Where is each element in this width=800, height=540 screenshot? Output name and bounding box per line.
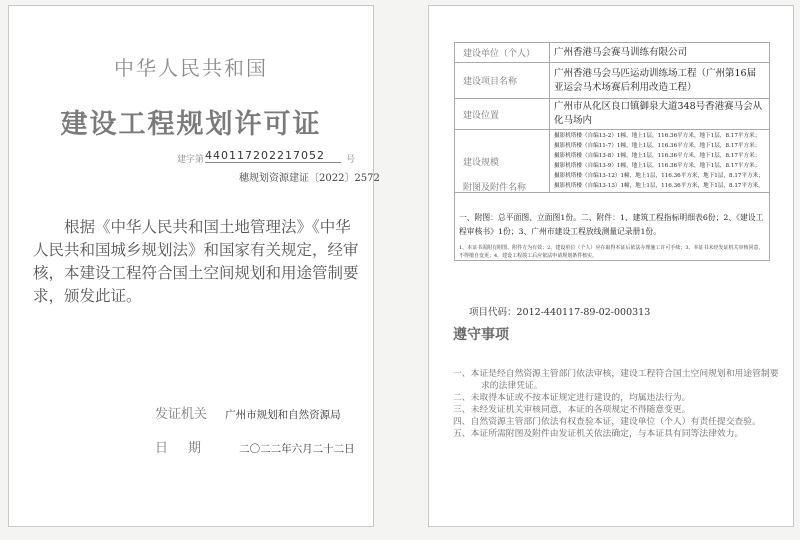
row-value: 广州香港马会赛马训练有限公司 (550, 43, 770, 63)
date-row (155, 437, 355, 456)
row-value: 广州市从化区良口镇御泉大道348号香港赛马会从化马场内 (550, 99, 770, 130)
country-name: 中华人民共和国 (114, 56, 268, 80)
date-label: 日期 (155, 441, 222, 456)
row-label: 建设规模 (455, 130, 550, 193)
attachments-note: 1、本证书需附有附图、附件方为有效；2、建设单位（个人）应在取得本证后依法办理施工许可手续；3、本证书未经发证机关审核同意，不得擅自变更；4、建设工程竣工后应依法申请规划条件核实。 (459, 245, 764, 259)
row-label: 建设位置 (455, 99, 550, 130)
issuer-row (155, 403, 341, 422)
list-item: 四、自然资源主管部门依法有权查验本证，建设单位（个人）有责任提交查验。 (453, 417, 761, 427)
list-item: 五、本证所需附图及附件由发证机关依法确定，与本证具有同等法律效力。 (453, 429, 744, 439)
attachments-content: 一、附图：总平面图、立面图1份。二、附件：1、建筑工程指标明细表6份；2、《建设工程审核书》1份；3、广州市建设工程放线测量记录册1份。 (459, 213, 764, 236)
list-item: 一、本证是经自然资源主管部门依法审核，建设工程符合国土空间规划和用途管制要求的法律凭证。 (453, 369, 779, 391)
project-code-row (469, 304, 650, 318)
row-value: 摄影机塔楼（自编13-2）1幢，地上1层，116.36平方米，地下1层，8.17平方米；摄影机塔楼（自编11-7）1幢，地上1层，116.36平方米，地下1层，8.17平方米；摄影机塔楼（自编13-8）1幢，地上1层，116.36平方米，地下1层，8.17平方米；摄影机塔楼（自编13-9）1幢，地上1层，116.36平方米，地下1层，8.17平方米；摄影机塔楼（自编13-12）1幢，地上1层，116.36平方米，地下1层，8.17平方米；摄影机塔楼（自编13-13）1幢，地上1层，116.36平方米，地下1层，8.17平方米。 (550, 130, 770, 193)
project-code-label: 项目代码： (469, 307, 517, 318)
row-label: 建设单位（个人） (455, 43, 550, 63)
permit-prefix: 建字第 (177, 155, 205, 165)
issuer-value: 广州市规划和自然资源局 (225, 409, 341, 421)
table-row (455, 43, 770, 63)
attachments-label: 附图及附件名称 (463, 183, 527, 193)
certificate-body-text: 根据《中华人民共和国土地管理法》《中华人民共和国城乡规划法》和国家有关规定，经审核，本建设工程符合国土空间规划和用途管制要求，颁发此证。 (33, 218, 359, 305)
table-row (455, 63, 770, 99)
table-row (455, 99, 770, 130)
row-value: 广州香港马会马匹运动训练场工程（广州第16届亚运会马术场赛后利用改造工程） (550, 63, 770, 99)
project-info-table (454, 42, 770, 193)
list-item: 二、未取得本证或不按本证规定进行建设的，均属违法行为。 (453, 393, 691, 403)
list-item: 三、未经发证机关审核同意，本证的各项规定不得随意变更。 (453, 405, 691, 415)
issuer-label: 发证机关 (155, 407, 208, 422)
row-label: 建设项目名称 (455, 63, 550, 99)
permit-reference: 穗规划资源建证〔2022〕2572 (239, 173, 380, 184)
certificate-cover-page (8, 5, 380, 527)
certificate-title: 建设工程规划许可证 (60, 109, 322, 140)
certificate-details-page (428, 5, 794, 527)
project-code-value: 2012-440117-89-02-000313 (516, 307, 651, 318)
permit-number: 440117202217052 (205, 149, 341, 163)
permit-suffix: 号 (346, 155, 356, 165)
notice-list (453, 368, 787, 440)
date-value: 二〇二二年六月二十二日 (239, 443, 355, 455)
notice-title: 遵守事项 (453, 327, 509, 343)
